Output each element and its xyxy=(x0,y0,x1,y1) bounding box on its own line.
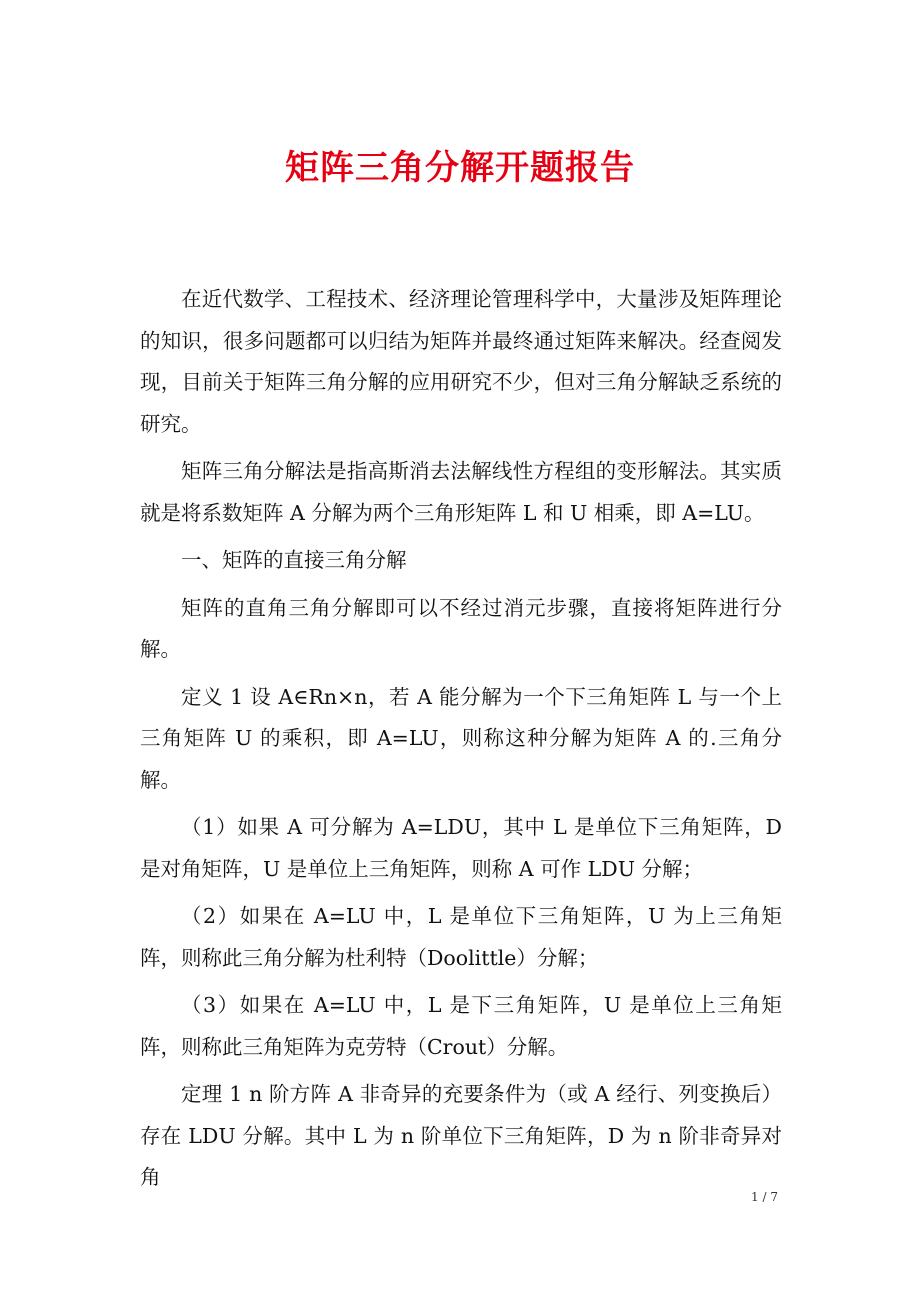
paragraph-theorem-1: 定理 1 n 阶方阵 A 非奇异的充要条件为（或 A 经行、列变换后）存在 LDU 分解。其中 L 为 n 阶单位下三角矩阵，D 为 n 阶非奇异对角 xyxy=(140,1082,782,1189)
document-title: 矩阵三角分解开题报告 xyxy=(285,148,635,188)
paragraph-direct-decomposition: 矩阵的直角三角分解即可以不经过消元步骤，直接将矩阵进行分解。 xyxy=(140,595,782,661)
paragraph-item-3: （3）如果在 A=LU 中，L 是下三角矩阵，U 是单位上三角矩阵，则称此三角矩阵为克劳特（Crout）分解。 xyxy=(140,993,782,1059)
document-body xyxy=(140,279,782,1205)
paragraph-intro: 在近代数学、工程技术、经济理论管理科学中，大量涉及矩阵理论的知识，很多问题都可以归结为矩阵并最终通过矩阵来解决。经查阅发现，目前关于矩阵三角分解的应用研究不少，但对三角分解缺乏系统的研究。 xyxy=(140,287,782,436)
paragraph-definition-1: 定义 1 设 A∈Rn×n，若 A 能分解为一个下三角矩阵 L 与一个上三角矩阵 U 的乘积，即 A=LU，则称这种分解为矩阵 A 的.三角分解。 xyxy=(140,684,782,792)
page-number: 1 / 7 xyxy=(751,1190,778,1204)
section-heading: 一、矩阵的直接三角分解 xyxy=(181,548,407,572)
paragraph-item-2: （2）如果在 A=LU 中，L 是单位下三角矩阵，U 为上三角矩阵，则称此三角分解为杜利特（Doolittle）分解； xyxy=(140,904,782,970)
paragraph-definition-overview: 矩阵三角分解法是指高斯消去法解线性方程组的变形解法。其实质就是将系数矩阵 A 分解为两个三角形矩阵 L 和 U 相乘，即 A=LU。 xyxy=(140,459,782,525)
paragraph-item-1: （1）如果 A 可分解为 A=LDU，其中 L 是单位下三角矩阵，D 是对角矩阵，U 是单位上三角矩阵，则称 A 可作 LDU 分解； xyxy=(140,815,782,881)
